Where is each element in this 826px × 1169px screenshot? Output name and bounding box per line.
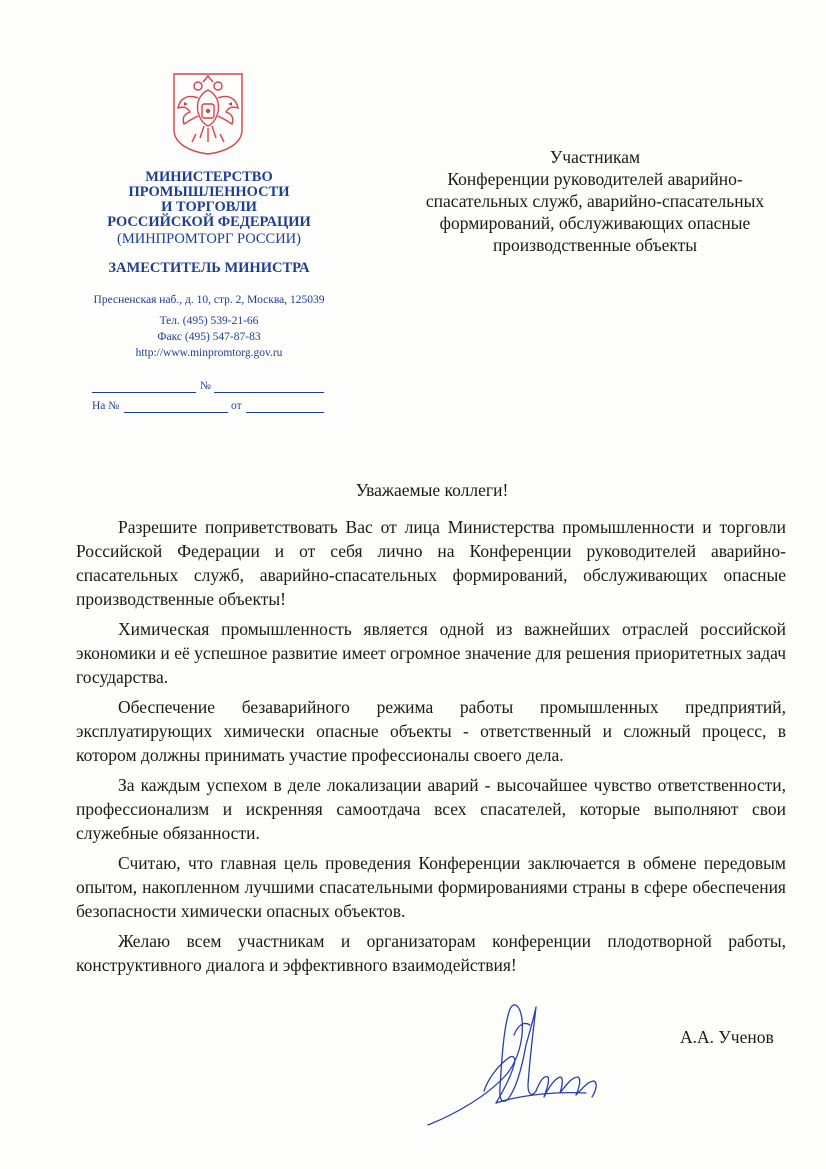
ministry-letterhead xyxy=(78,170,340,361)
ministry-name-line-4: РОССИЙСКОЙ ФЕДЕРАЦИИ xyxy=(107,214,311,230)
ministry-name-line-3: И ТОРГОВЛИ xyxy=(161,199,257,215)
ministry-name-line-1: МИНИСТЕРСТВО xyxy=(145,169,273,185)
outgoing-number-blank xyxy=(214,380,324,393)
signatory-name: А.А. Ученов xyxy=(680,1027,774,1047)
coat-of-arms-icon xyxy=(170,72,246,156)
body-paragraph-4: За каждым успехом в деле локализации аварий - высочайшее чувство ответственности, профессионализм и искренняя самоотдача всех спасателей, которые выполняют свои служебные обязанности. xyxy=(76,775,786,843)
recipient-line-2: Конференции руководителей аварийно- xyxy=(447,169,743,189)
ministry-name-line-2: ПРОМЫШЛЕННОСТИ xyxy=(128,184,290,200)
reference-number-blank xyxy=(124,400,228,413)
outgoing-number-row xyxy=(78,380,340,400)
ministry-phone: Тел. (495) 539-21-66 xyxy=(159,315,259,327)
ministry-fax: Факс (495) 547-87-83 xyxy=(157,331,261,343)
ministry-website: http://www.minpromtorg.gov.ru xyxy=(135,347,283,359)
body-paragraph-5: Считаю, что главная цель проведения Конференции заключается в обмене передовым опытом, накопленном лучшими спасательными формированиями страны в сфере обеспечения безопасности химически опасных объектов. xyxy=(76,853,786,921)
reference-number-row xyxy=(78,400,340,420)
letter-body xyxy=(76,515,786,983)
body-paragraph-3: Обеспечение безаварийного режима работы промышленных предприятий, эксплуатирующих химически опасные объекты - ответственный и сложный процесс, в котором должны принимать участие профессионалы своего дела. xyxy=(76,697,786,765)
reference-date-blank xyxy=(246,400,324,413)
recipient-block xyxy=(400,146,790,256)
from-label: от xyxy=(231,400,242,412)
recipient-line-3: спасательных служб, аварийно-спасательных xyxy=(425,191,765,211)
recipient-line-4: формирований, обслуживающих опасные xyxy=(439,213,751,233)
recipient-line-5: производственные объекты xyxy=(492,235,698,255)
position-title: ЗАМЕСТИТЕЛЬ МИНИСТРА xyxy=(108,260,310,276)
body-paragraph-2: Химическая промышленность является одной из важнейших отраслей российской экономики и её успешное развитие имеет огромное значение для решения приоритетных задач государства. xyxy=(76,619,786,687)
handwritten-signature xyxy=(418,995,618,1135)
salutation: Уважаемые коллеги! xyxy=(355,480,509,500)
number-label: № xyxy=(200,380,211,392)
ministry-short-name: (МИНПРОМТОРГ РОССИИ) xyxy=(117,231,301,247)
reference-label: На № xyxy=(92,400,120,412)
recipient-line-1: Участникам xyxy=(549,147,641,167)
ministry-address: Пресненская наб., д. 10, стр. 2, Москва, 125039 xyxy=(93,294,325,306)
body-paragraph-1: Разрешите поприветствовать Вас от лица Министерства промышленности и торговли Российской Федерации и от себя лично на Конференции руководителей аварийно-спасательных служб, аварийно-спасательных формирований, обслуживающих опасные производственные объекты! xyxy=(76,517,786,609)
registration-fields xyxy=(78,380,340,420)
outgoing-date-blank xyxy=(92,380,196,393)
body-paragraph-6: Желаю всем участникам и организаторам конференции плодотворной работы, конструктивного диалога и эффективного взаимодействия! xyxy=(76,931,786,975)
